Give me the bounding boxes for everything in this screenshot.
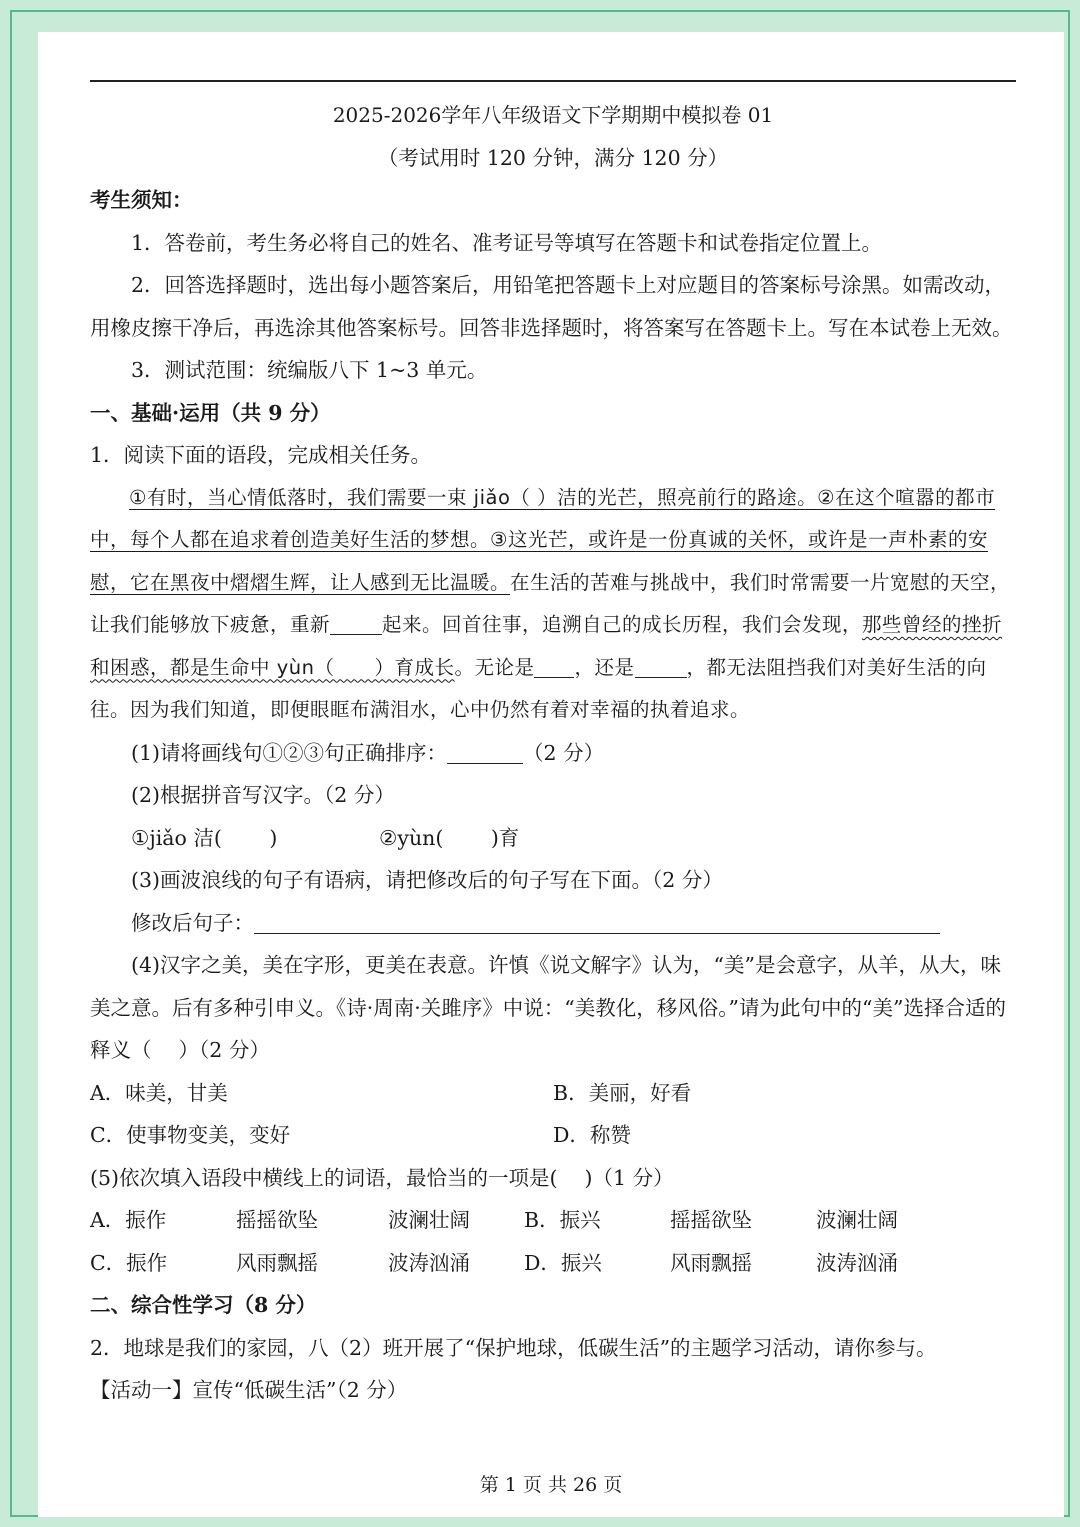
q1-part1-answer-blank[interactable] [447,741,523,764]
section2-heading: 二、综合性学习（8 分） [90,1293,317,1317]
option-word: 摇摇欲坠 [670,1208,752,1232]
q1-part3-label: 修改后句子： [131,910,254,935]
passage-text: 起来。回首往事，追溯自己的成长历程，我们会发现， [382,613,863,636]
notice-heading: 考生须知： [90,188,193,212]
page-subtitle: （考试用时 120 分钟，满分 120 分） [377,145,729,170]
passage-wavy-sentence: 那些曾经的挫折和困惑，都是生命中 yùn（ ）育成长 [90,613,1003,679]
q1-part3-answer-blank[interactable] [254,911,940,934]
q1-part4-option-d[interactable]: D．称赞 [553,1123,631,1147]
notice-item: 1．答卷前，考生务必将自己的姓名、准考证号等填写在答题卡和试卷指定位置上。 [131,230,883,255]
passage-blank-1 [330,612,382,635]
option-word: 风雨飘摇 [236,1250,318,1275]
q1-part3-answer-line [90,902,1016,945]
q1-part2: (2)根据拼音写汉字。（2 分） [131,783,395,807]
q1-part2-answer-b: ②yùn( )育 [379,825,520,850]
exam-page [38,32,1064,1517]
option-word: 波澜壮阔 [388,1208,470,1232]
q2-intro: 2．地球是我们的家园，八（2）班开展了“保护地球，低碳生活”的主题学习活动，请你参与。 [90,1335,937,1360]
passage-blank-3 [635,655,687,678]
q1-part2-answer-a: ①jiǎo 洁( ) [131,825,278,850]
q1-part4-options-row [90,1114,1016,1157]
q1-part5-option-d[interactable]: D．振兴 [524,1250,602,1275]
q1-part4-option-c[interactable]: C．使事物变美，变好 [90,1123,291,1147]
header-rule [90,80,1016,82]
q1-passage [90,477,1016,732]
q1-part4-option-b[interactable]: B．美丽，好看 [553,1080,692,1105]
passage-blank-2 [534,655,574,678]
passage-sentence-1: ①有时，当心情低落时，我们需要一束 jiǎo（ ）洁的光芒，照亮前行的路途。 [129,485,818,509]
passage-sentence-2: ②在这个喧嚣的都市中，每个人都在追求着创造美好生活的梦想。 [90,485,996,551]
q1-part5-option-c[interactable]: C．振作 [90,1250,168,1275]
activity1-heading: 【活动一】宣传“低碳生活”（2 分） [90,1378,408,1402]
passage-text: ，还是 [574,655,635,679]
notice-item: 3．测试范围：统编版八下 1~3 单元。 [131,358,488,382]
page-frame [10,10,1070,1517]
q1-part3: (3)画波浪线的句子有语病，请把修改后的句子写在下面。（2 分） [131,868,723,892]
option-word: 波涛汹涌 [388,1250,470,1275]
option-word: 波澜壮阔 [816,1208,898,1232]
q1-part4: (4)汉字之美，美在字形，更美在表意。许慎《说文解字》认为，“美”是会意字，从羊，从大，味美之意。后有多种引申义。《诗·周南·关雎序》中说：“美教化，移风俗。”请为此句中的“美”选择合适的释义（ ）（2 分） [90,953,1006,1062]
passage-text: 。无论是 [454,655,535,679]
q1-part1 [90,732,1016,775]
q1-part5-options-row [90,1199,1016,1242]
q1-part5-option-b[interactable]: B．振兴 [524,1208,601,1232]
page-title: 2025-2026学年八年级语文下学期期中模拟卷 01 [332,103,774,127]
q1-part5: (5)依次填入语段中横线上的词语，最恰当的一项是( )（1 分） [90,1165,674,1190]
section1-heading: 一、基础·运用（共 9 分） [90,400,331,425]
option-word: 摇摇欲坠 [236,1208,318,1232]
q1-part2-answers [90,817,1016,860]
page-content [90,94,1016,1412]
passage-text: ，都无法阻挡我们对美好生活的向往。因为我们知道，即便眼眶布满泪水，心中仍然有着对幸福的执着追求。 [90,655,987,721]
notice-item: 2．回答选择题时，选出每小题答案后，用铅笔把答题卡上对应题目的答案标号涂黑。如需改动，用橡皮擦干净后，再选涂其他答案标号。回答非选择题时，将答案写在答题卡上。写在本试卷上无效。 [90,273,1013,340]
passage-text: 在生活的苦难与挑战中，我们时常需要一片宽慰的天空，让我们能够放下疲惫，重新 [90,570,1011,636]
option-word: 波涛汹涌 [816,1250,898,1275]
q1-part4-options-row [90,1072,1016,1115]
passage-sentence-3: ③这光芒，或许是一份真诚的关怀，或许是一声朴素的安慰，它在黑夜中熠熠生辉，让人感到无比温暖。 [90,528,988,594]
q1-part1-text: (1)请将画线句①②③句正确排序： [131,740,448,765]
q1-part4-option-a[interactable]: A．味美，甘美 [90,1080,228,1105]
q1-intro: 1．阅读下面的语段，完成相关任务。 [90,443,432,467]
option-word: 风雨飘摇 [670,1250,752,1275]
q1-part5-options-row [90,1242,1016,1285]
q1-part5-option-a[interactable]: A．振作 [90,1208,167,1232]
page-number: 第 1 页 共 26 页 [479,1474,623,1496]
q1-part1-score: （2 分） [523,740,605,765]
